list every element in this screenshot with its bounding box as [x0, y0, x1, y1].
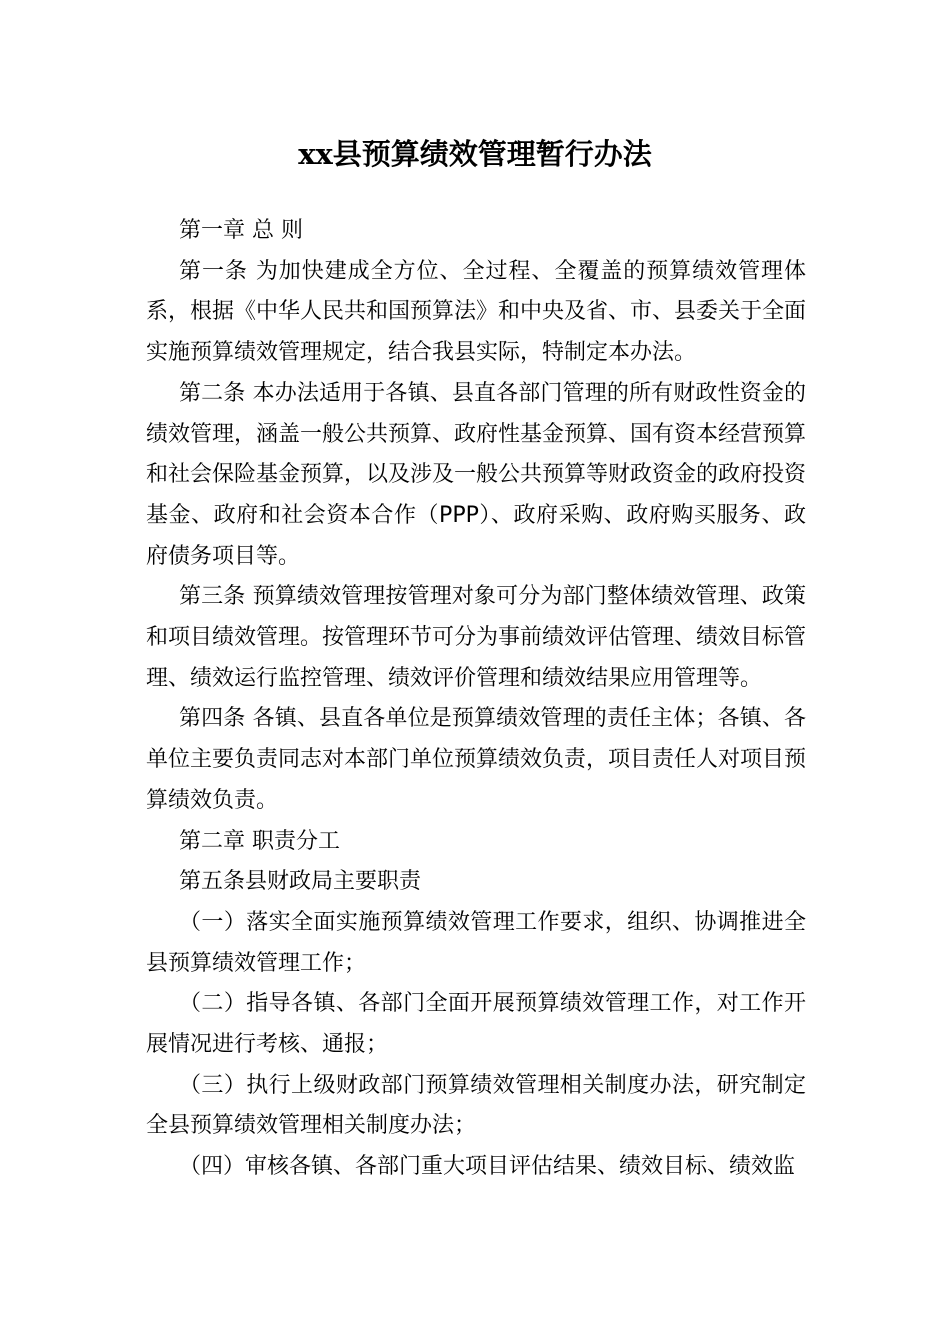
article-paragraph: 第一条 为加快建成全方位、全过程、全覆盖的预算绩效管理体系，根据《中华人民共和国预算法》和中央及省、市、县委关于全面实施预算绩效管理规定，结合我县实际，特制定本办法。 [146, 258, 807, 366]
chapter-heading: 第一章 总 则 [179, 218, 303, 243]
document-title: xx县预算绩效管理暂行办法 [298, 137, 652, 171]
list-item-paragraph: （三）执行上级财政部门预算绩效管理相关制度办法，研究制定全县预算绩效管理相关制度办法； [146, 1072, 806, 1139]
list-item-paragraph: （一）落实全面实施预算绩效管理工作要求，组织、协调推进全县预算绩效管理工作； [146, 909, 806, 976]
article-paragraph: 第二条 本办法适用于各镇、县直各部门管理的所有财政性资金的绩效管理，涵盖一般公共预算、政府性基金预算、国有资本经营预算和社会保险基金预算，以及涉及一般公共预算等财政资金的政府投资基金、政府和社会资本合作（PPP）、政府采购、政府购买服务、政府债务项目等。 [146, 380, 807, 569]
list-item-paragraph: （四）审核各镇、各部门重大项目评估结果、绩效目标、绩效监 [179, 1154, 796, 1180]
list-item-paragraph: （二）指导各镇、各部门全面开展预算绩效管理工作，对工作开展情况进行考核、通报； [146, 991, 806, 1058]
article-paragraph: 第五条县财政局主要职责 [179, 869, 422, 895]
article-paragraph: 第四条 各镇、县直各单位是预算绩效管理的责任主体；各镇、各单位主要负责同志对本部门单位预算绩效负责，项目责任人对项目预算绩效负责。 [146, 706, 807, 813]
document-body [146, 211, 806, 1188]
article-paragraph: 第三条 预算绩效管理按管理对象可分为部门整体绩效管理、政策和项目绩效管理。按管理环节可分为事前绩效评估管理、绩效目标管理、绩效运行监控管理、绩效评价管理和绩效结果应用管理等。 [146, 584, 807, 691]
chapter-heading: 第二章 职责分工 [179, 828, 340, 854]
